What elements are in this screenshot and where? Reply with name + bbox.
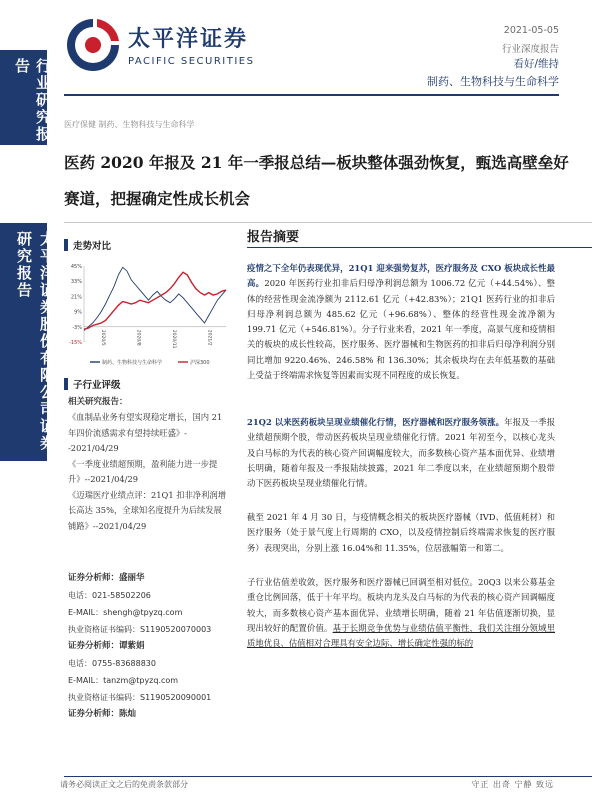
paragraph-body: 子行业估值差收敛，医疗服务和医疗器械已回调至相对低位。20Q3 以来公募基金重仓比例回落，低于十年平均。板块内龙头及白马标的为代表的核心资产回调幅度较大，而多数核心资产基本面优异、业绩增长明确，随着 21 年估值逐渐切换，显现出较好的配置价值。 — [247, 577, 555, 633]
series-line — [84, 272, 226, 329]
report-type: 行业深度报告 — [501, 44, 559, 55]
related-report-item[interactable]: 《血制品业务有望实现稳定增长，国内 21 年四价流感需求有望持续旺盛》--2021/04/29 — [68, 412, 223, 453]
footer-divider — [64, 776, 592, 777]
legend-label: 制药、生物科技与生命科学 — [102, 360, 163, 366]
trend-chart-svg — [64, 258, 234, 370]
report-title: 医药 2020 年报及 21 年一季报总结—板块整体强劲恢复，甄选高壁垒好赛道，把握确定性成长机会 — [64, 153, 569, 208]
report-date: 2021-05-05 — [503, 25, 559, 36]
trend-chart — [64, 258, 234, 370]
logo-name-cn: 太平洋证券 — [128, 27, 249, 52]
related-reports — [68, 410, 230, 534]
y-tick-label: 33% — [70, 279, 82, 286]
footer-motto: 守正 出奇 宁静 致远 — [471, 780, 554, 789]
related-report-item[interactable]: 《一季度业绩超预期，盈利能力进一步提升》--2021/04/29 — [68, 458, 218, 484]
trend-heading-label: 走势对比 — [73, 241, 112, 252]
sub-rating-heading — [64, 377, 121, 391]
paragraph-lead: 21Q2 以来医药板块呈现业绩催化行情，医疗器械和医疗服务领涨。 — [247, 417, 505, 427]
paragraph-body: 年报及一季报业绩超预期个股，带动医药板块呈现业绩催化行情。2021 年初至今，以核心龙头及白马标的为代表的核心资产回调幅度较大，而多数核心资产基本面优异、业绩增长明确，随着年报及一季报陆续披露，2021 年二季度以来，在业绩超预期个股带动下医药板块呈现业绩催化行情。 — [247, 417, 556, 489]
x-tick-label: 2020/11 — [170, 329, 176, 349]
analyst-name: 证券分析师：陈灿 — [68, 709, 137, 719]
x-tick-label: 2020/5 — [99, 329, 105, 346]
summary-divider — [247, 247, 592, 248]
heading-bar — [64, 378, 68, 390]
sidebar-top-label: 行业研究报告 — [13, 58, 52, 143]
industry-rating: 看好/维持 — [513, 58, 559, 70]
footer-disclaimer: 请务必阅读正文之后的免责条款部分 — [60, 780, 188, 789]
paragraph-lead: 疫情之下全年仍表现优异，21Q1 迎来强势复苏，医疗服务及 CXO 板块成长性最高。 — [247, 263, 555, 289]
sidebar-bottom-label: 太平洋证券股份有限公司证券研究报告 — [15, 231, 56, 452]
x-tick-label: 2020/8 — [135, 329, 141, 346]
header-divider — [64, 94, 559, 96]
paragraph-body-underlined: 基于长期竞争优势与业绩估值平衡性，我们关注细分领域里质地优良、估值相对合理具有安全边际、增长确定性强的标的 — [247, 622, 556, 649]
analyst-email[interactable]: E-MAIL：shengh@tpyzq.com — [68, 608, 183, 617]
company-logo — [64, 14, 269, 74]
y-tick-label: 45% — [70, 264, 82, 270]
logo-mark-icon — [64, 16, 122, 74]
analyst-block — [68, 570, 230, 723]
sub-rating-heading-label: 子行业评级 — [73, 380, 121, 391]
heading-bar — [64, 239, 68, 251]
y-tick-label: -3% — [72, 324, 82, 331]
summary-paragraph — [247, 415, 555, 491]
y-tick-label: 9% — [74, 309, 82, 316]
summary-paragraph — [247, 575, 555, 651]
y-tick-label: 21% — [70, 294, 82, 301]
paragraph-body: 2020 年医药行业扣非后归母净利润总额为 1006.72 亿元（+44.54%）、整体的经营性现金流净额为 2112.61 亿元（+42.83%）；21Q1 医药行业的扣非后归母净利润总额为 485.62 亿元（+96.68%）、整体的经营性现金流净额为 199.71 亿元（+546.81%）。分子行业来看，2021 年一季度，高景气度和疫情相关的板块的成长性较高，医疗服务、医疗器械和生物医药的扣非后归母净利润分别同比增加 9220.46%、246.58% 和 136.30%；其余板块均在去年低基数的基础上受益于终端需求恢复等因素而实现不同程度的成长恢复。 — [247, 278, 556, 381]
trend-heading — [64, 238, 111, 252]
analyst-license: 执业资格证书编码：S1190520070003 — [68, 625, 212, 634]
related-report-item[interactable]: 《迈瑞医疗业绩点评：21Q1 扣非净利润增长高达 35%，全球知名度提升为后续发展铺路》--2021/04/29 — [68, 489, 227, 531]
sidebar-company — [0, 223, 56, 461]
sector-name: 制药、生物科技与生命科学 — [427, 75, 559, 88]
x-tick-label: 2021/2 — [206, 329, 212, 346]
analyst-email[interactable]: E-MAIL：tanzm@tpyzq.com — [68, 676, 179, 685]
analyst-phone: 电话：021-58502206 — [68, 591, 151, 600]
industry-tag: 医疗保健 制药、生物科技与生命科学 — [64, 120, 195, 129]
related-heading: 相关研究报告： — [68, 397, 128, 407]
logo-name-en: PACIFIC SECURITIES — [128, 56, 255, 67]
analyst-license: 执业资格证书编码：S1190520090001 — [68, 693, 212, 702]
legend-label: 沪深300 — [190, 360, 210, 366]
analyst-name: 证券分析师：谭紫娟 — [68, 641, 145, 651]
summary-paragraph — [247, 510, 555, 556]
analyst-name: 证券分析师：盛丽华 — [68, 573, 145, 583]
summary-heading: 报告摘要 — [247, 230, 300, 245]
analyst-phone: 电话：0755-83688830 — [68, 659, 156, 668]
sidebar-report-category — [0, 50, 52, 145]
summary-paragraph — [247, 261, 555, 383]
y-tick-label: -15% — [69, 340, 82, 346]
paragraph-body: 截至 2021 年 4 月 30 日，与疫情概念相关的板块医疗器械（IVD、低值耗材）和医疗服务（处于景气度上行周期的 CXO，以及疫情控制后终端需求恢复的医疗服务）表现突出，分别上涨 16.04%和 11.35%，位居涨幅第一和第二。 — [247, 512, 555, 553]
title-divider — [64, 222, 592, 223]
